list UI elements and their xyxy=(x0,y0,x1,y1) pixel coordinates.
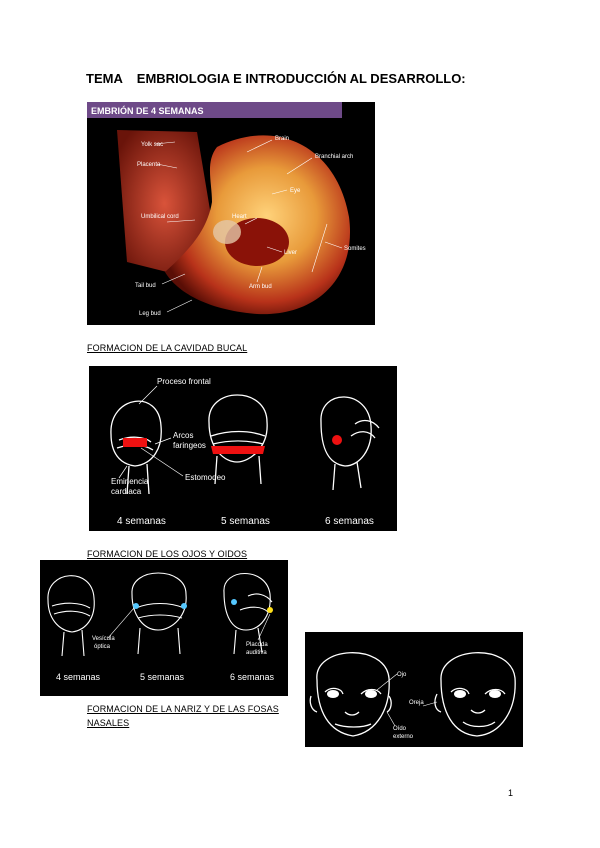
stage-4-semanas: 4 semanas xyxy=(117,516,166,527)
label-brain: Brain xyxy=(275,136,290,142)
stomodeum-6w xyxy=(332,435,342,445)
section-cavidad-bucal: FORMACION DE LA CAVIDAD BUCAL xyxy=(87,343,248,353)
figure-header: EMBRIÓN DE 4 SEMANAS xyxy=(91,106,204,116)
stomodeum-5w xyxy=(211,446,265,454)
label-proceso-frontal: Proceso frontal xyxy=(157,377,211,386)
eye-right-face1 xyxy=(365,690,377,698)
label-liver: Liver xyxy=(284,250,298,256)
label-auditiva: auditiva xyxy=(246,650,267,656)
label-oido: Oído xyxy=(393,726,407,732)
label-yolk-sac: Yolk sac xyxy=(141,142,164,148)
stage-5-semanas: 5 semanas xyxy=(221,516,270,527)
optic-vesicle-6w xyxy=(231,599,237,605)
ojos-oidos-figure xyxy=(40,560,288,696)
label-ojo: Ojo xyxy=(397,672,407,678)
label-eminencia: Eminencia xyxy=(111,477,149,486)
nariz-faces-figure xyxy=(305,632,523,747)
label-arcos: Arcos xyxy=(173,431,194,440)
section-ojos-oidos: FORMACION DE LOS OJOS Y OIDOS xyxy=(87,549,248,559)
label-leg-bud: Leg bud xyxy=(139,311,161,317)
page-title: TEMA EMBRIOLOGIA E INTRODUCCIÓN AL DESARROLLO: xyxy=(86,71,466,86)
stage-4-semanas-ojos: 4 semanas xyxy=(56,672,101,682)
label-eye: Eye xyxy=(290,188,301,194)
stage-6-semanas: 6 semanas xyxy=(325,516,374,527)
label-externo: externo xyxy=(393,734,414,740)
label-faringeos: faringeos xyxy=(173,441,206,450)
label-placoda: Placoda xyxy=(246,642,268,648)
label-vesicula: Vesícula xyxy=(92,636,115,642)
stage-6-semanas-ojos: 6 semanas xyxy=(230,672,275,682)
label-arm-bud: Arm bud xyxy=(249,284,272,290)
stomodeum-4w xyxy=(123,438,147,447)
label-optica: óptica xyxy=(94,644,111,650)
label-tail-bud: Tail bud xyxy=(135,283,156,289)
label-somites: Somites xyxy=(344,246,366,252)
section-nariz-line2: NASALES xyxy=(87,718,130,728)
heart xyxy=(213,220,241,244)
label-oreja: Oreja xyxy=(409,700,424,706)
embryo-photo xyxy=(87,102,375,325)
label-heart: Heart xyxy=(232,214,247,220)
label-umbilical-cord: Umbilical cord xyxy=(141,214,179,220)
label-estomodeo: Estomodeo xyxy=(185,473,226,482)
cavidad-bucal-figure xyxy=(89,366,397,531)
otic-placode xyxy=(267,607,273,613)
eye-left-face1 xyxy=(327,690,339,698)
optic-vesicle-right xyxy=(181,603,187,609)
stage-5-semanas-ojos: 5 semanas xyxy=(140,672,185,682)
label-cardiaca: cardiaca xyxy=(111,487,142,496)
eye-left-face2 xyxy=(454,690,466,698)
eye-right-face2 xyxy=(489,690,501,698)
section-nariz-line1: FORMACION DE LA NARIZ Y DE LAS FOSAS xyxy=(87,704,279,714)
label-placenta: Placenta xyxy=(137,162,161,168)
page-number: 1 xyxy=(508,788,514,798)
label-branchial-arch: Branchial arch xyxy=(315,154,354,160)
